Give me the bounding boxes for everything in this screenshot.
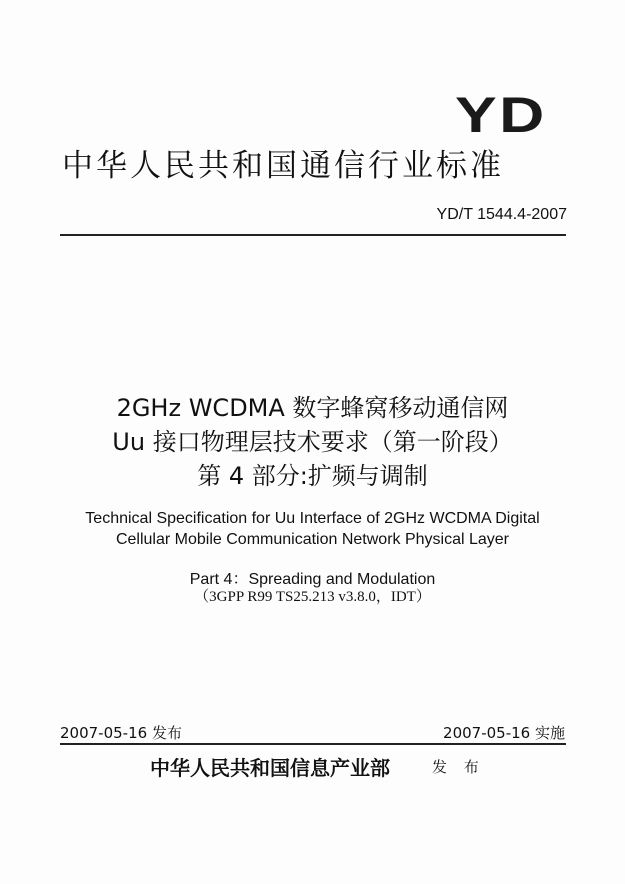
title-en-line1: Technical Specification for Uu Interface of 2GHz WCDMA Digital — [85, 510, 540, 527]
title-zh-line3: 第 4 部分:扩频与调制 — [197, 462, 428, 490]
part-title: Part 4：Spreading and Modulation — [189, 571, 436, 588]
yd-logo: YD — [455, 87, 547, 143]
header-divider — [60, 234, 566, 236]
issue-date: 2007-05-16 发布 — [60, 724, 182, 742]
footer-divider — [60, 743, 566, 745]
publisher: 中华人民共和国信息产业部 — [150, 756, 390, 780]
standard-code: YD/T 1544.4-2007 — [436, 206, 567, 223]
reference: （3GPP R99 TS25.213 v3.8.0，IDT） — [194, 589, 431, 605]
publish-label: 发 布 — [432, 758, 485, 776]
implement-date: 2007-05-16 实施 — [443, 724, 565, 742]
title-en-line2: Cellular Mobile Communication Network Physical Layer — [115, 531, 510, 548]
title-zh-line1: 2GHz WCDMA 数字蜂窝移动通信网 — [116, 394, 509, 422]
title-zh-line2: Uu 接口物理层技术要求（第一阶段） — [112, 428, 513, 456]
standard-type: 中华人民共和国通信行业标准 — [62, 148, 504, 184]
